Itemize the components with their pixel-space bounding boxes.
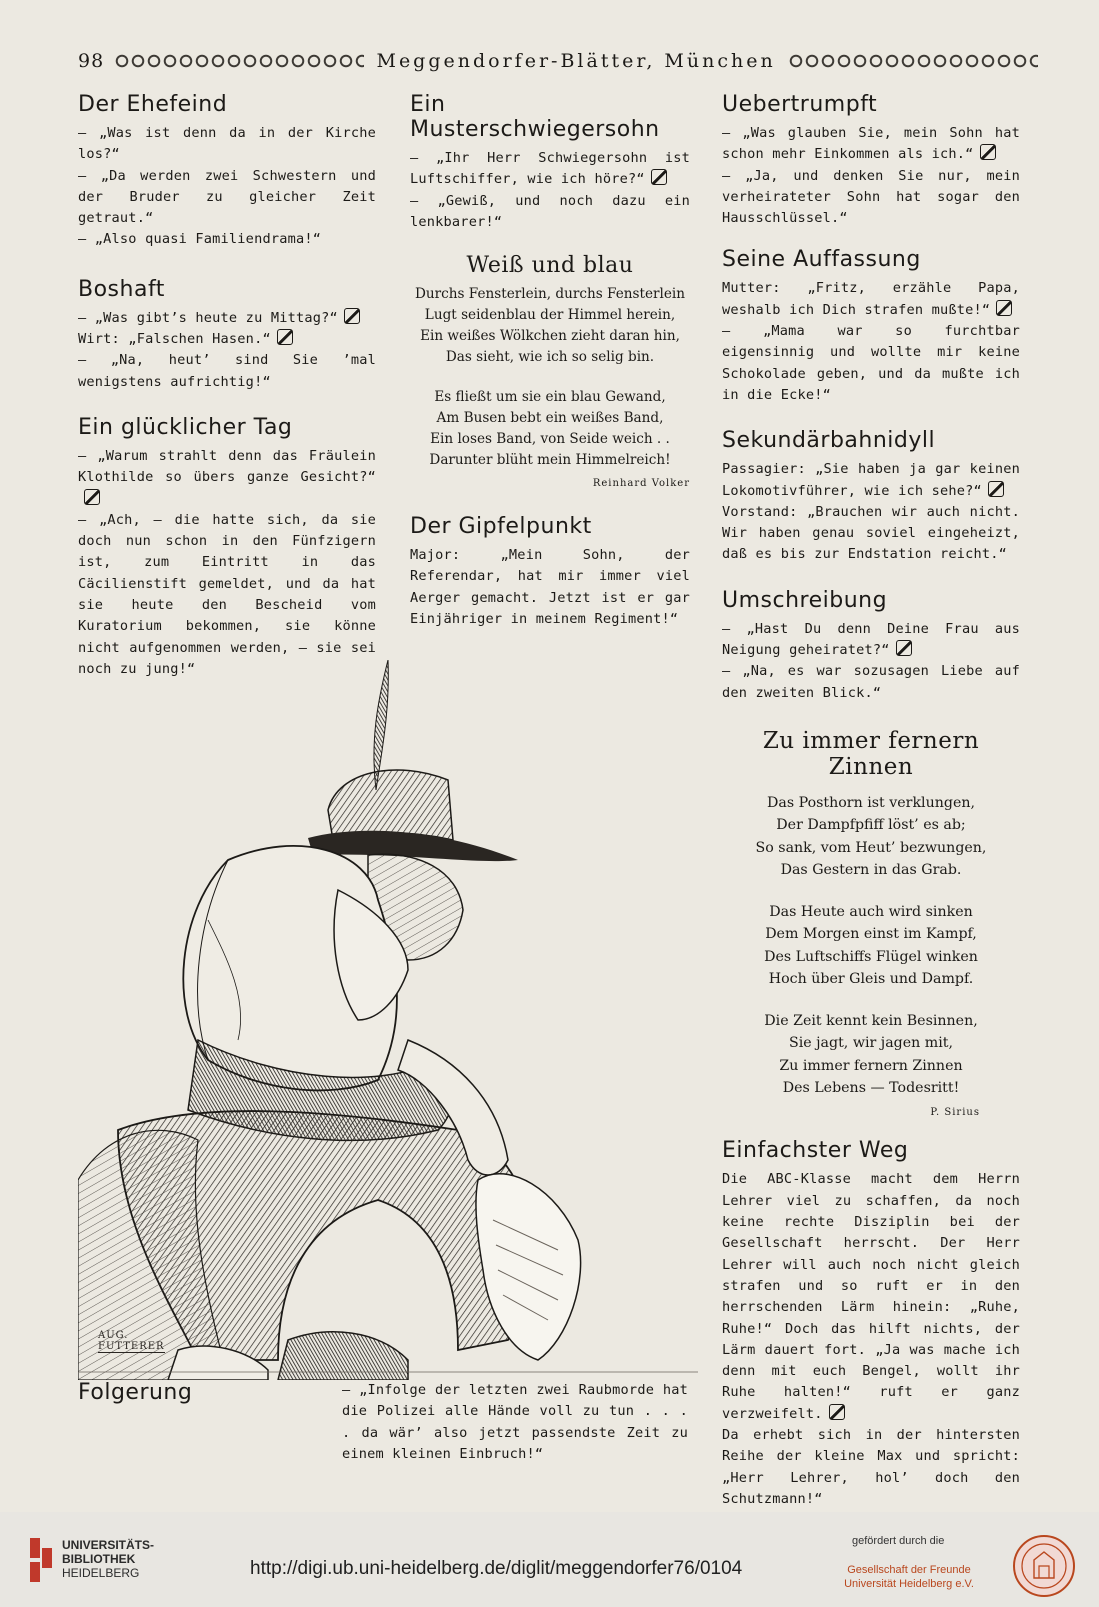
article-title: Der Gipfelpunkt: [410, 514, 592, 540]
library-line: HEIDELBERG: [62, 1566, 140, 1580]
article-body: [722, 1169, 1020, 1510]
article-ehefeind: [78, 92, 376, 251]
article-body: [78, 446, 376, 680]
page-header: [78, 48, 1038, 74]
article-musterschwiegersohn: [410, 92, 690, 233]
verse: Durchs Fensterlein, durchs Fensterlein: [414, 286, 685, 303]
article-body: [410, 148, 690, 233]
verse: Am Busen bebt ein weißes Band,: [436, 410, 664, 427]
article-body: [410, 545, 690, 630]
stanza: [722, 901, 1020, 991]
university-seal-icon: [1012, 1534, 1076, 1598]
article-body: [78, 308, 376, 393]
sponsor-name: [824, 1563, 994, 1591]
article-title: Uebertrumpft: [722, 92, 878, 117]
text-line: — „Da werden zwei Schwestern und der Bruder zu gleicher Zeit getraut.“: [78, 167, 376, 227]
stanza: [722, 1010, 1020, 1100]
signature-line: FUTTERER: [98, 1341, 165, 1352]
dog-ear-icon: [84, 489, 100, 505]
text-line: — „Was gibt’s heute zu Mittag?“: [78, 309, 338, 326]
page-number: 98: [78, 50, 105, 72]
verse: Das Gestern in das Grab.: [780, 862, 962, 879]
article-gipfelpunkt: [410, 514, 690, 630]
library-name: [62, 1538, 202, 1580]
dog-ear-icon: [344, 308, 360, 324]
poem-author: Reinhard Volker: [592, 478, 690, 490]
text-line: Wirt: „Falschen Hasen.“: [78, 331, 271, 348]
dog-ear-icon: [980, 144, 996, 160]
poem-zinnen: [722, 728, 1020, 1125]
verse: Das sieht, wie ich so selig bin.: [445, 349, 655, 366]
text-line: — „Ja, und denken Sie nur, mein verheirateter Sohn hat sogar den Hausschlüssel.“: [722, 167, 1020, 227]
text-line: — „Was ist denn da in der Kirche los?“: [78, 125, 376, 163]
poem-author: P. Sirius: [930, 1106, 980, 1118]
signature-line: AUG.: [98, 1330, 129, 1341]
verse: Hoch über Gleis und Dampf.: [768, 971, 974, 988]
library-line: BIBLIOTHEK: [62, 1552, 136, 1566]
verse: Das Heute auch wird sinken: [769, 903, 973, 920]
article-body: [722, 278, 1020, 406]
verse: Das Posthorn ist verklungen,: [767, 794, 975, 811]
illustration-seated-man: [78, 660, 698, 1380]
article-title: Sekundärbahnidyll: [722, 428, 936, 454]
ornament-left: [114, 54, 364, 68]
poem-body: [722, 792, 1020, 1125]
paragraph: Die ABC-Klasse macht dem Herrn Lehrer viel zu schaffen, da noch keine rechte Disziplin bei der Gesellschaft herrscht. Der Herr Lehrer will auch noch nicht gleich strafen und so ruft er in den herrschenden Lärm hinein: „Ruhe, Ruhe!“ Doch das hilft nichts, der Lärm dauert fort. „Ja was mache ich denn mit euch Bengel, wollt ihr Ruhe halten!“ ruft er ganz verzweifelt.: [722, 1171, 1020, 1422]
verse: Des Luftschiffs Flügel winken: [764, 948, 978, 965]
verse: Ein weißes Wölkchen zieht daran hin,: [420, 328, 680, 345]
text-line: Major: „Mein Sohn, der Referendar, hat mir immer viel Aerger gemacht. Jetzt ist er gar Einjähriger in meinem Regiment!“: [410, 547, 690, 628]
text-line: — „Also quasi Familiendrama!“: [78, 231, 322, 248]
stanza: [722, 792, 1020, 882]
dog-ear-icon: [829, 1404, 845, 1420]
hat: [328, 770, 453, 840]
column-right: [722, 92, 1020, 1510]
artist-signature: [98, 1330, 165, 1353]
article-title: Der Ehefeind: [78, 92, 228, 117]
article-body: [722, 459, 1020, 565]
text-line: — „Warum strahlt denn das Fräulein Klothilde so übers ganze Gesicht?“: [78, 447, 376, 486]
verse: So sank, vom Heut’ bezwungen,: [755, 839, 987, 856]
text-line: — „Mama war so furchtbar eigensinnig und wollte mir keine Schokolade geben, und da mußte ich in die Ecke!“: [722, 323, 1020, 403]
dog-ear-icon: [996, 300, 1012, 316]
ornament-right: [788, 54, 1038, 68]
article-einfachster-weg: [722, 1138, 1020, 1510]
verse: Zu immer fernern Zinnen: [779, 1057, 963, 1074]
text-line: — „Na, heut’ sind Sie ’mal wenigstens aufrichtig!“: [78, 352, 376, 390]
text-line: — „Ach, — die hatte sich, da sie doch nun schon in den Fünfzigern ist, zum Eintritt in das Cäcilienstift gemeldet, und da hat sie heute den Bescheid vom Kuratorium bekommen, sie könne nicht aufgenommen werden, — sie sei noch zu jung!“: [78, 511, 376, 677]
article-title: Ein glücklicher Tag: [78, 414, 293, 440]
source-url-link[interactable]: http://digi.ub.uni-heidelberg.de/diglit/meggendorfer76/0104: [250, 1558, 743, 1579]
article-body: [78, 123, 376, 251]
article-body: [722, 123, 1020, 229]
library-line: UNIVERSITÄTS-: [62, 1538, 155, 1552]
library-logo-icon: [30, 1538, 54, 1584]
verse: Die Zeit kennt kein Besinnen,: [764, 1012, 978, 1029]
article-gluecklicher-tag: [78, 415, 376, 680]
text-line: — „Hast Du denn Deine Frau aus Neigung geheiratet?“: [722, 620, 1020, 659]
article-title: Boshaft: [78, 276, 165, 302]
poem-title: Zu immer fernern Zinnen: [762, 727, 980, 780]
dog-ear-icon: [896, 640, 912, 656]
text-line: — „Was glauben Sie, mein Sohn hat schon mehr Einkommen als ich.“: [722, 125, 1020, 163]
text-line: Vorstand: „Brauchen wir auch nicht. Wir haben genau soviel eingeheizt, daß es bis zur Endstation reicht.“: [722, 503, 1020, 563]
text-line: — „Infolge der letzten zwei Raubmorde hat die Polizei alle Hände voll zu tun . . . . da wär’ also jetzt passendste Zeit zu einem kleinen Einbruch!“: [342, 1382, 688, 1462]
masthead-title: Meggendorfer-Blätter, München: [376, 50, 776, 72]
verse: Sie jagt, wir jagen mit,: [789, 1035, 953, 1052]
verse: Dem Morgen einst im Kampf,: [765, 926, 977, 943]
verse: Ein loses Band, von Seide weich . .: [430, 431, 670, 448]
dog-ear-icon: [277, 329, 293, 345]
text-line: — „Gewiß, und noch dazu ein lenkbarer!“: [410, 192, 690, 230]
article-uebertrumpft: [722, 92, 1020, 229]
article-title: Ein Musterschwiegersohn: [410, 92, 660, 142]
article-body: [722, 619, 1020, 704]
column-middle: [410, 92, 690, 630]
text-line: — „Na, es war sozusagen Liebe auf den zweiten Blick.“: [722, 663, 1020, 701]
sponsor-intro: gefördert durch die: [852, 1535, 945, 1547]
dog-ear-icon: [651, 169, 667, 185]
stanza: [410, 284, 690, 368]
article-auffassung: [722, 247, 1020, 406]
poem-title: Weiß und blau: [466, 253, 634, 279]
article-boshaft: [78, 277, 376, 393]
article-title: Umschreibung: [722, 587, 888, 613]
article-title: Seine Auffassung: [722, 247, 921, 273]
poem-body: [410, 284, 690, 494]
verse: Es fließt um sie ein blau Gewand,: [434, 389, 666, 406]
verse: Der Dampfpfiff löst’ es ab;: [776, 817, 966, 834]
footer-bar: [0, 1512, 1099, 1607]
boot: [278, 1332, 408, 1380]
verse: Darunter blüht mein Himmelreich!: [429, 452, 671, 469]
column-left: [78, 92, 376, 680]
paragraph: Da erhebt sich in der hintersten Reihe der kleine Max und spricht: „Herr Lehrer, hol’ doch den Schutzmann!“: [722, 1427, 1020, 1507]
article-body-folgerung: [342, 1380, 688, 1465]
text-line: Passagier: „Sie haben ja gar keinen Lokomotivführer, wie ich sehe?“: [722, 461, 1020, 499]
article-sekundaerbahnidyll: [722, 428, 1020, 565]
text-line: Mutter: „Fritz, erzähle Papa, weshalb ich Dich strafen mußte!“: [722, 280, 1020, 318]
verse: Des Lebens — Todesritt!: [782, 1080, 960, 1097]
article-umschreibung: [722, 588, 1020, 704]
stanza: [410, 387, 690, 471]
dog-ear-icon: [988, 481, 1004, 497]
sponsor-line: Gesellschaft der Freunde: [847, 1564, 971, 1576]
article-title: Einfachster Weg: [722, 1138, 909, 1164]
verse: Lugt seidenblau der Himmel herein,: [424, 307, 676, 324]
article-title-folgerung: Folgerung: [78, 1380, 193, 1405]
text-line: — „Ihr Herr Schwiegersohn ist Luftschiffer, wie ich höre?“: [410, 150, 690, 188]
poem-weiss-und-blau: [410, 253, 690, 494]
sponsor-line: Universität Heidelberg e.V.: [844, 1578, 974, 1590]
